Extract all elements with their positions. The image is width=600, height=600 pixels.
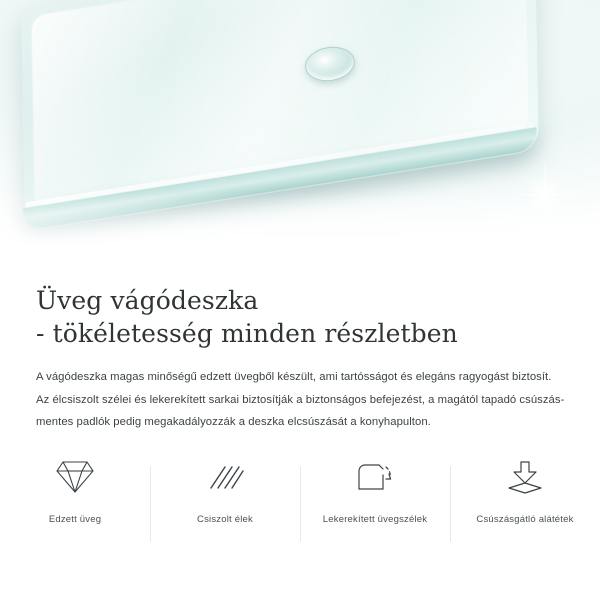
feature-label: Csiszolt élek [197,514,253,525]
rounded-corner-icon [300,452,450,502]
feature-label: Edzett üveg [48,514,102,525]
feature-item-polished-edges [150,452,300,525]
description-text [36,366,568,434]
description-line-1: A vágódeszka magas minőségű edzett üvegből készült, ami tartósságot és elegáns ragyogást biztosít. [36,371,552,383]
feature-item-tempered-glass [0,452,150,525]
hero-image [0,0,600,262]
description-line-2: Az élcsiszolt szélei és lekerekített sarkai biztosítják a biztonságos befejezést, a magától tapadó csúszás- [36,393,565,406]
polished-edge-icon [150,452,300,502]
headline-line-2: - tökéletesség minden részletben [36,319,458,348]
feature-label: Lekerekített üvegszélek [322,514,428,525]
feature-label: Csúszásgátló alátétek [476,514,574,525]
feature-row [0,452,600,525]
page-title [36,284,600,350]
feature-item-anti-slip-pads [450,452,600,525]
diamond-icon [0,452,150,502]
content-block [0,262,600,434]
headline-line-1: Üveg vágódeszka [36,286,259,315]
feature-item-rounded-corners [300,452,450,525]
hero-bottom-fade [0,192,600,262]
description-line-3: mentes padlók pedig megakadályozzák a deszka elcsúszását a konyhapulton. [36,416,431,429]
anti-slip-pad-icon [450,452,600,502]
